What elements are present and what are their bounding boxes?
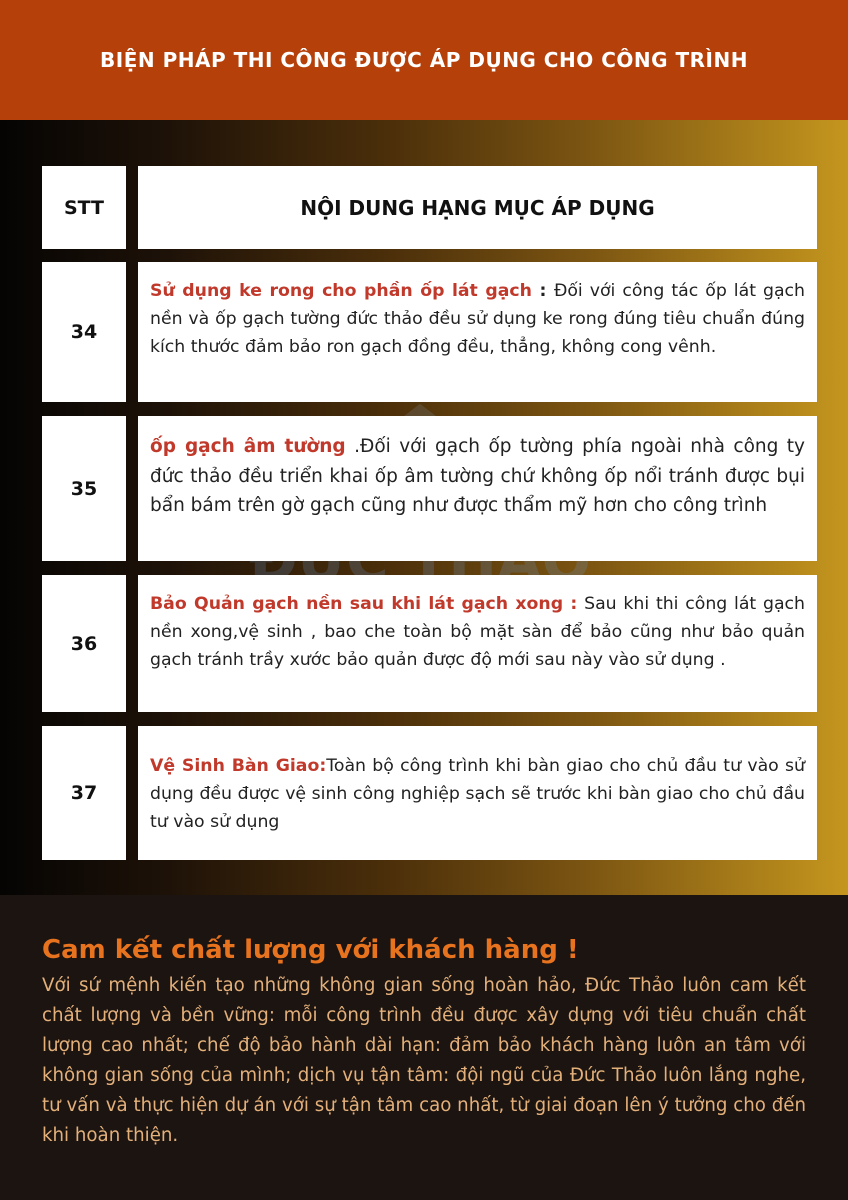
- row-separator: .: [345, 436, 360, 457]
- row-heading: ốp gạch âm tường: [150, 436, 346, 457]
- row-content: [138, 575, 817, 712]
- commitment-body: Với sứ mệnh kiến tạo những không gian sống hoàn hảo, Đức Thảo luôn cam kết chất lượng và bền vững: mỗi công trình đều được xây dựng với tiêu chuẩn chất lượng cao nhất; chế độ bảo hành dài hạn: đảm bảo khách hàng luôn an tâm với không gian sống của mình; dịch vụ tận tâm: đội ngũ của Đức Thảo luôn lắng nghe, tư vấn và thực hiện dự án với sự tận tâm cao nhất, từ giai đoạn lên ý tưởng cho đến khi hoàn thiện.: [42, 975, 806, 1146]
- row-body: Sau khi thi công lát gạch nền xong,vệ sinh , bao che toàn bộ mặt sàn để bảo cũng như bảo quản gạch tránh trầy xước bảo quản được độ mới sau này vào sử dụng .: [150, 594, 805, 670]
- row-body: Toàn bộ công trình khi bàn giao cho chủ đầu tư vào sử dụng đều được vệ sinh công nghiệp sạch sẽ trước khi bàn giao cho chủ đầu tư vào sử dụng: [150, 756, 805, 832]
- top-banner: [0, 0, 848, 120]
- commitment-section: [42, 935, 806, 1151]
- content-header: NỘI DUNG HẠNG MỤC ÁP DỤNG: [138, 166, 817, 249]
- row-content: [138, 416, 817, 561]
- row-heading: Sử dụng ke rong cho phần ốp lát gạch: [150, 281, 532, 301]
- row-body: Đối với công tác ốp lát gạch nền và ốp gạch tường đức thảo đều sử dụng ke rong đúng tiêu chuẩn đúng kích thước đảm bảo ron gạch đồng đều, thẳng, không cong vênh.: [150, 281, 805, 357]
- stt-header: STT: [42, 166, 126, 249]
- table-header-row: [42, 166, 817, 249]
- table-row: [42, 726, 817, 860]
- row-number: 35: [42, 416, 126, 561]
- row-heading: Bảo Quản gạch nền sau khi lát gạch xong :: [150, 594, 578, 614]
- row-heading: Vệ Sinh Bàn Giao:: [150, 756, 327, 776]
- row-body: Đối với gạch ốp tường phía ngoài nhà công ty đức thảo đều triển khai ốp âm tường chứ không ốp nổi tránh được bụi bẩn bám trên gờ gạch cũng như được thẩm mỹ hơn cho công trình: [150, 436, 805, 516]
- row-content: [138, 262, 817, 402]
- row-separator: :: [531, 281, 554, 301]
- commitment-title: Cam kết chất lượng với khách hàng !: [42, 935, 579, 965]
- row-number: 37: [42, 726, 126, 860]
- table-row: [42, 416, 817, 561]
- row-content: [138, 726, 817, 860]
- table-row: [42, 262, 817, 402]
- page-title: BIỆN PHÁP THI CÔNG ĐƯỢC ÁP DỤNG CHO CÔNG TRÌNH: [100, 48, 748, 72]
- table-row: [42, 575, 817, 712]
- row-number: 36: [42, 575, 126, 712]
- row-number: 34: [42, 262, 126, 402]
